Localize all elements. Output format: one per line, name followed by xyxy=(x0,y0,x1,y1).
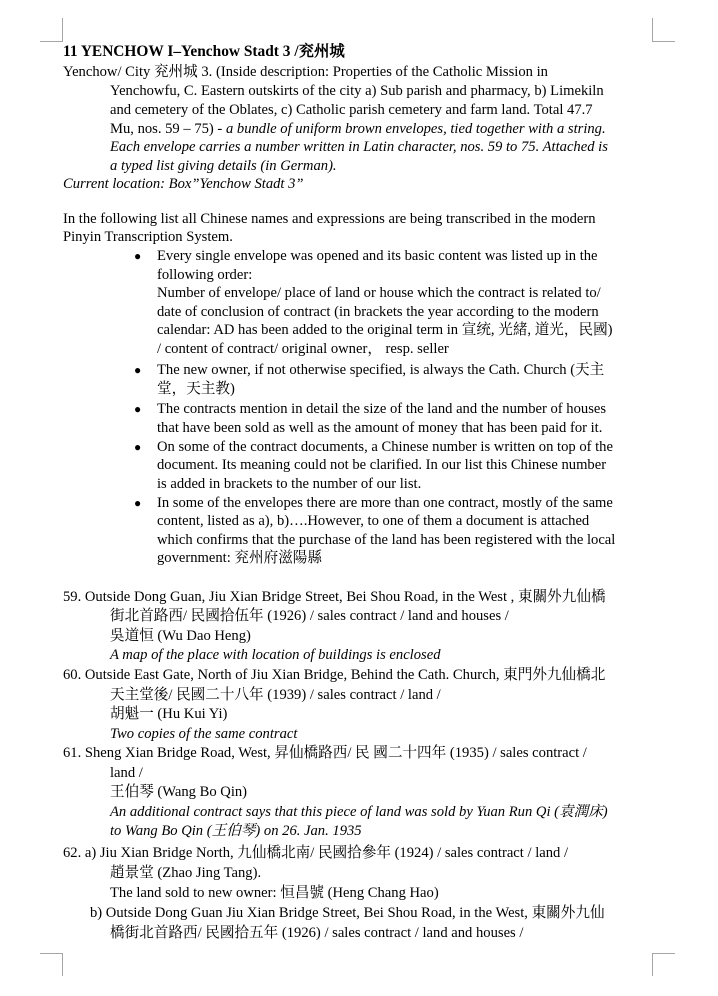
intro-line-plain: Mu, nos. 59 – 75) - xyxy=(110,121,226,137)
entry-line: 胡魁一 (Hu Kui Yi) xyxy=(110,706,228,722)
bullet-line: The new owner, if not otherwise specified, is always the Cath. Church (天主 xyxy=(157,362,605,378)
entry-line: 王伯琴 (Wang Bo Qin) xyxy=(110,784,248,800)
intro-line-italic: a bundle of uniform brown envelopes, tied together with a string. xyxy=(225,121,606,137)
entry-line: 橋街北首路西/ 民國拾五年 (1926) / sales contract / land and houses / xyxy=(110,925,524,941)
bullet-icon: ● xyxy=(134,402,142,416)
transcription-note: In the following list all Chinese names and expressions are being transcribed in the modern xyxy=(63,211,596,227)
bullet-line: 堂，天主教) xyxy=(157,381,235,397)
bullet-icon: ● xyxy=(134,496,142,510)
intro-italic-line: Each envelope carries a number written in Latin character, nos. 59 to 75. Attached is xyxy=(110,139,608,155)
entry-line: 天主堂後/ 民國二十八年 (1939) / sales contract / land / xyxy=(110,687,441,703)
bullet-line: content, listed as a), b)….However, to one of them a document is attached xyxy=(157,513,590,529)
entry-heading: 61. Sheng Xian Bridge Road, West, 昇仙橋路西/ 民 國二十四年 (1935) / sales contract / xyxy=(63,745,587,761)
bullet-line: Every single envelope was opened and its basic content was listed up in the xyxy=(157,248,598,264)
entry-line: b) Outside Dong Guan Jiu Xian Bridge Street, Bei Shou Road, in the West, 東關外九仙 xyxy=(90,905,605,921)
entry-heading: 62. a) Jiu Xian Bridge North, 九仙橋北南/ 民國拾參年 (1924) / sales contract / land / xyxy=(63,845,569,861)
entry-heading: 60. Outside East Gate, North of Jiu Xian Bridge, Behind the Cath. Church, 東門外九仙橋北 xyxy=(63,667,606,683)
entry-note: A map of the place with location of buildings is enclosed xyxy=(110,647,441,663)
bullet-icon: ● xyxy=(134,440,142,454)
entry-note: Two copies of the same contract xyxy=(110,726,298,742)
entry-note: An additional contract says that this piece of land was sold by Yuan Run Qi (袁潤床) xyxy=(110,804,608,820)
bullet-line: On some of the contract documents, a Chinese number is written on top of the xyxy=(157,439,613,455)
intro-line: and cemetery of the Oblates, c) Catholic parish cemetery and farm land. Total 47.7 xyxy=(110,102,593,118)
page-title: 11 YENCHOW I–Yenchow Stadt 3 /兖州城 xyxy=(63,43,345,60)
intro-line: Yenchow/ City 兖州城 3. (Inside description: Properties of the Catholic Mission in xyxy=(63,64,548,80)
entry-line: land / xyxy=(110,765,143,781)
corner-mark-bottom-right-v xyxy=(652,953,653,976)
bullet-line: following order: xyxy=(157,267,253,283)
bullet-line: / content of contract/ original owner， resp. seller xyxy=(157,341,449,357)
transcription-note: Pinyin Transcription System. xyxy=(63,229,233,245)
bullet-icon: ● xyxy=(134,363,142,377)
intro-line: Yenchowfu, C. Eastern outskirts of the city a) Sub parish and pharmacy, b) Limekiln xyxy=(110,83,604,99)
bullet-line: In some of the envelopes there are more than one contract, mostly of the same xyxy=(157,495,613,511)
entry-heading: 59. Outside Dong Guan, Jiu Xian Bridge Street, Bei Shou Road, in the West , 東關外九仙橋 xyxy=(63,589,606,605)
entry-note: to Wang Bo Qin (王伯琴) on 26. Jan. 1935 xyxy=(110,823,362,839)
bullet-line: document. Its meaning could not be clarified. In our list this Chinese number xyxy=(157,457,607,473)
bullet-line: date of conclusion of contract (in brackets the year according to the modern xyxy=(157,304,599,320)
corner-mark-top-right-v xyxy=(652,18,653,42)
corner-mark-bottom-left-v xyxy=(62,953,63,976)
bullet-line: is added in brackets to the number of our list. xyxy=(157,476,422,492)
bullet-icon: ● xyxy=(134,249,142,263)
current-location: Current location: Box”Yenchow Stadt 3” xyxy=(63,176,304,192)
bullet-line: The contracts mention in detail the size of the land and the number of houses xyxy=(157,401,607,417)
bullet-line: Number of envelope/ place of land or house which the contract is related to/ xyxy=(157,285,601,301)
entry-line: 吳道恒 (Wu Dao Heng) xyxy=(110,628,251,644)
corner-mark-bottom-right-h xyxy=(652,953,675,954)
corner-mark-top-right-h xyxy=(652,41,675,42)
bullet-line: calendar: AD has been added to the original term in 宣统, 光緒, 道光，民國) xyxy=(157,322,613,338)
corner-mark-top-left-h xyxy=(40,41,63,42)
intro-italic-line: a typed list giving details (in German). xyxy=(110,158,337,174)
bullet-line: which confirms that the purchase of the land has been registered with the local xyxy=(157,532,616,548)
entry-line: The land sold to new owner: 恒昌號 (Heng Chang Hao) xyxy=(110,885,439,901)
corner-mark-bottom-left-h xyxy=(40,953,63,954)
entry-line: 街北首路西/ 民國拾伍年 (1926) / sales contract / land and houses / xyxy=(110,608,509,624)
entry-line: 趙景堂 (Zhao Jing Tang). xyxy=(110,865,262,881)
corner-mark-top-left-v xyxy=(62,18,63,42)
bullet-line: government: 兖州府滋陽縣 xyxy=(157,550,322,566)
intro-line xyxy=(110,120,606,139)
bullet-line: that have been sold as well as the amount of money that has been paid for it. xyxy=(157,420,603,436)
